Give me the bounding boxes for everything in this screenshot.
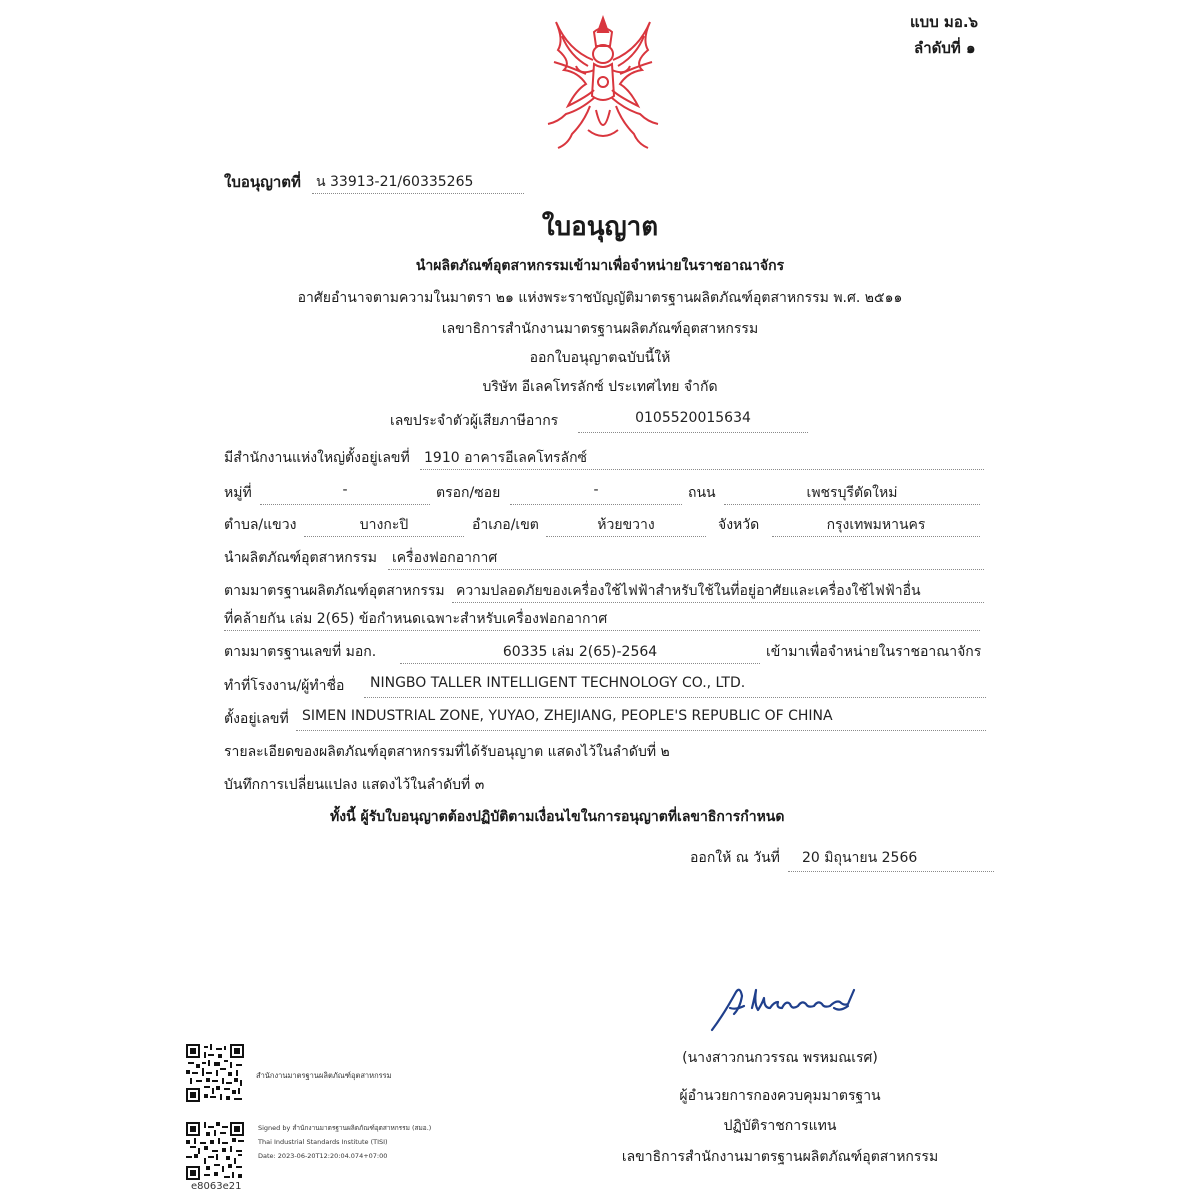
garuda-emblem-icon (528, 10, 678, 160)
subtitle: นำผลิตภัณฑ์อุตสาหกรรมเข้ามาเพื่อจำหน่ายในราชอาณาจักร (415, 258, 785, 274)
manufacturer-value: NINGBO TALLER INTELLIGENT TECHNOLOGY CO., LTD. (364, 675, 986, 698)
road-value: เพชรบุรีตัดใหม่ (724, 482, 980, 505)
location-value: SIMEN INDUSTRIAL ZONE, YUYAO, ZHEJIANG, PEOPLE'S REPUBLIC OF CHINA (296, 708, 986, 731)
soi-value: - (510, 482, 682, 505)
license-no-value: น 33913-21/60335265 (312, 171, 524, 194)
location-label: ตั้งอยู่เลขที่ (224, 711, 289, 727)
head-office-value: 1910 อาคารอีเลคโทรลักซ์ (420, 447, 984, 470)
signature-image (700, 978, 870, 1038)
road-label: ถนน (688, 485, 716, 501)
tambon-value: บางกะปิ (304, 514, 464, 537)
qr-agency-text: สำนักงานมาตรฐานผลิตภัณฑ์อุตสาหกรรม (256, 1071, 392, 1080)
qr-code-icon[interactable] (186, 1122, 244, 1180)
form-sequence: ลำดับที่ ๑ (914, 39, 976, 57)
moo-value: - (260, 482, 430, 505)
soi-label: ตรอก/ซอย (436, 485, 501, 501)
company-name: บริษัท อีเลคโทรลักซ์ ประเทศไทย จำกัด (482, 379, 718, 395)
qr-code-icon[interactable] (186, 1044, 244, 1102)
form-code: แบบ มอ.๖ (910, 13, 979, 31)
amphoe-label: อำเภอ/เขต (472, 517, 539, 533)
issued-date-label: ออกให้ ณ วันที่ (690, 850, 780, 866)
amphoe-value: ห้วยขวาง (546, 514, 706, 537)
license-no-label: ใบอนุญาตที่ (224, 173, 301, 191)
issued-date-value: 20 มิถุนายน 2566 (788, 847, 994, 872)
condition-line: ทั้งนี้ ผู้รับใบอนุญาตต้องปฏิบัติตามเงื่อนไขในการอนุญาตที่เลขาธิการกำหนด (330, 809, 785, 825)
issue-to-line: ออกใบอนุญาตฉบับนี้ให้ (529, 350, 671, 366)
signatory-position-1: ผู้อำนวยการกองควบคุมมาตรฐาน (679, 1088, 881, 1104)
province-label: จังหวัด (718, 517, 760, 533)
qr-signed-by: Signed by สำนักงานมาตรฐานผลิตภัณฑ์อุตสาหกรรม (สมอ.) (258, 1124, 432, 1132)
authority-line: อาศัยอำนาจตามความในมาตรา ๒๑ แห่งพระราชบัญญัติมาตรฐานผลิตภัณฑ์อุตสาหกรรม พ.ศ. ๒๕๑๑ (297, 290, 903, 306)
details-line: รายละเอียดของผลิตภัณฑ์อุตสาหกรรมที่ได้รับอนุญาต แสดงไว้ในลำดับที่ ๒ (224, 744, 670, 760)
standard-label: ตามมาตรฐานผลิตภัณฑ์อุตสาหกรรม (224, 583, 445, 599)
page-title: ใบอนุญาต (541, 212, 659, 242)
tambon-label: ตำบล/แขวง (224, 517, 297, 533)
qr-date: Date: 2023-06-20T12:20:04.074+07:00 (258, 1152, 388, 1160)
standard-value-line2: ที่คล้ายกัน เล่ม 2(65) ข้อกำหนดเฉพาะสำหรับเครื่องฟอกอากาศ (224, 608, 980, 631)
changes-line: บันทึกการเปลี่ยนแปลง แสดงไว้ในลำดับที่ ๓ (224, 777, 485, 793)
qr-institute: Thai Industrial Standards Institute (TISI) (258, 1138, 388, 1146)
standard-value-line1: ความปลอดภัยของเครื่องใช้ไฟฟ้าสำหรับใช้ในที่อยู่อาศัยและเครื่องใช้ไฟฟ้าอื่น (452, 580, 984, 603)
head-office-label: มีสำนักงานแห่งใหญ่ตั้งอยู่เลขที่ (224, 450, 410, 466)
province-value: กรุงเทพมหานคร (772, 514, 980, 537)
signatory-position-3: เลขาธิการสำนักงานมาตรฐานผลิตภัณฑ์อุตสาหกรรม (621, 1149, 939, 1165)
qr-code-text: e8063e21 (191, 1181, 242, 1192)
standard-no-label: ตามมาตรฐานเลขที่ มอก. (224, 644, 377, 660)
issuer-line: เลขาธิการสำนักงานมาตรฐานผลิตภัณฑ์อุตสาหกรรม (441, 321, 759, 337)
product-label: นำผลิตภัณฑ์อุตสาหกรรม (224, 550, 378, 566)
standard-no-suffix: เข้ามาเพื่อจำหน่ายในราชอาณาจักร (766, 644, 982, 660)
tax-id-value: 0105520015634 (578, 410, 808, 433)
moo-label: หมู่ที่ (224, 485, 252, 501)
manufacturer-label: ทำที่โรงงาน/ผู้ทำชื่อ (224, 678, 345, 694)
tax-id-label: เลขประจำตัวผู้เสียภาษีอากร (390, 413, 559, 429)
product-value: เครื่องฟอกอากาศ (388, 547, 984, 570)
signatory-position-2: ปฏิบัติราชการแทน (723, 1118, 837, 1134)
signatory-name: (นางสาวกนกวรรณ พรหมณเรศ) (682, 1050, 878, 1066)
standard-no-value: 60335 เล่ม 2(65)-2564 (400, 641, 760, 664)
